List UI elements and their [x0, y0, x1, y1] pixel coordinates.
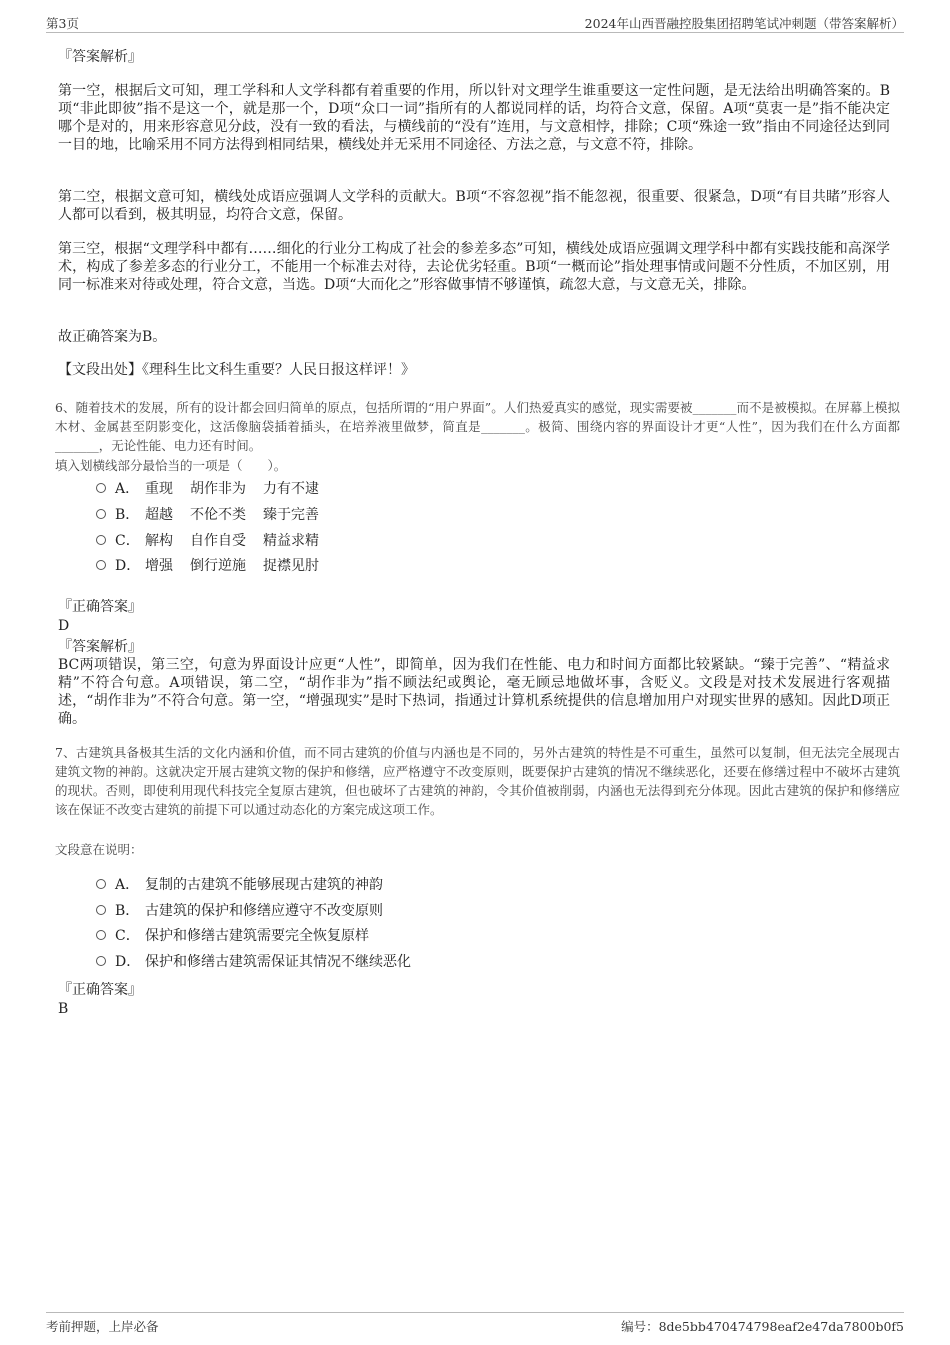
q7-answer-title: 『正确答案』 — [58, 982, 142, 998]
radio-icon[interactable] — [96, 535, 106, 545]
q6-answer-title: 『正确答案』 — [58, 599, 142, 615]
q5-analysis-p1: 第一空，根据后文可知，理工学科和人文学科都有着重要的作用，所以针对文理学生谁重要这一定性问题，是无法给出明确答案的。B项“非此即彼”指不是这一个，就是那一个，D项“众口一词”指所有的人都说同样的话，均符合文意，保留。A项“莫衷一是”指不能决定哪个是对的，用来形容意见分歧，没有一致的看法，与横线前的“没有”连用，与文意相悖，排除；C项“殊途一致”指由不同途径达到同一目的地，比喻采用不同方法得到相同结果，横线处并无采用不同途径、方法之意，与文意不符，排除。 — [58, 83, 890, 153]
q6-analysis: BC两项错误，第三空，句意为界面设计应更“人性”，即简单，因为我们在性能、电力和时间方面都比较紧缺。“臻于完善”、“精益求精”不符合句意。A项错误，第二空，“胡作非为”指不顾法纪或舆论，毫无顾忌地做坏事，含贬义。文段是对技术发展进行客观描述，“胡作非为”不符合句意。第一空，“增强现实”是时下热词，指通过计算机系统提供的信息增加用户对现实世界的感知。因此D项正确。 — [58, 657, 890, 727]
q7-option-a[interactable]: A． 复制的古建筑不能够展现古建筑的神韵 — [96, 876, 383, 894]
q5-analysis-title: 『答案解析』 — [58, 49, 142, 65]
q5-conclusion: 故正确答案为B。 — [58, 329, 167, 345]
q7-option-d[interactable]: D． 保护和修缮古建筑需保证其情况不继续恶化 — [96, 953, 411, 971]
q5-source: 【文段出处】《理科生比文科生重要？人民日报这样评！》 — [58, 362, 415, 378]
page-number: 第3页 — [46, 16, 79, 31]
q6-analysis-title: 『答案解析』 — [58, 639, 142, 655]
q6-prompt: 填入划横线部分最恰当的一项是（ ）。 — [55, 458, 287, 473]
page-footer — [46, 1312, 904, 1335]
footer-slogan: 考前押题，上岸必备 — [46, 1319, 159, 1334]
page-header — [46, 12, 904, 33]
q7-answer: B — [58, 1001, 69, 1017]
q6-option-c[interactable]: C． 解构 自作自受 精益求精 — [96, 532, 336, 550]
radio-icon[interactable] — [96, 879, 106, 889]
radio-icon[interactable] — [96, 905, 106, 915]
radio-icon[interactable] — [96, 509, 106, 519]
radio-icon[interactable] — [96, 930, 106, 940]
q7-option-b[interactable]: B． 古建筑的保护和修缮应遵守不改变原则 — [96, 902, 383, 920]
q6-option-b[interactable]: B． 超越 不伦不类 臻于完善 — [96, 506, 336, 524]
radio-icon[interactable] — [96, 483, 106, 493]
radio-icon[interactable] — [96, 560, 106, 570]
q7-option-c[interactable]: C． 保护和修缮古建筑需要完全恢复原样 — [96, 927, 369, 945]
q5-analysis-p2: 第二空，根据文意可知，横线处成语应强调人文学科的贡献大。B项“不容忽视”指不能忽视，很重要、很紧急，D项“有目共睹”形容人人都可以看到，极其明显，均符合文意，保留。 — [58, 189, 890, 223]
q7-stem: 7、古建筑具备极其生活的文化内涵和价值，而不同古建筑的价值与内涵也是不同的，另外古建筑的特性是不可重生，虽然可以复制，但无法完全展现古建筑文物的神韵。这就决定开展古建筑文物的保护和修缮，应严格遵守不改变原则，既要保护古建筑的情况不继续恶化，还要在修缮过程中不破坏古建筑的现状。否则，即使利用现代科技完全复原古建筑，但也破坏了古建筑的神韵，令其价值被削弱，内涵也无法得到充分体现。因此古建筑的保护和修缮应该在保证不改变古建筑的前提下可以通过动态化的方案完成这项工作。 — [55, 745, 900, 817]
document-id: 编号：8de5bb470474798eaf2e47da7800b0f5 — [621, 1319, 904, 1334]
document-title: 2024年山西晋融控股集团招聘笔试冲刺题（带答案解析） — [584, 16, 904, 31]
q6-stem: 6、随着技术的发展，所有的设计都会回归简单的原点，包括所谓的“用户界面”。人们热爱真实的感觉，现实需要被_______而不是被模拟。在屏幕上模拟木材、金属甚至阴影变化，这活像脑袋插着插头，在培养液里做梦，简直是_______。极简、围绕内容的界面设计才更“人性”，因为我们在什么方面都_______，无论性能、电力还有时间。 — [55, 400, 900, 453]
q6-option-a[interactable]: A． 重现 胡作非为 力有不逮 — [96, 480, 336, 498]
q6-option-d[interactable]: D． 增强 倒行逆施 捉襟见肘 — [96, 557, 336, 575]
radio-icon[interactable] — [96, 956, 106, 966]
q5-analysis-p3: 第三空，根据“文理学科中都有……细化的行业分工构成了社会的参差多态”可知，横线处成语应强调文理学科中都有实践技能和高深学术，构成了参差多态的行业分工，不能用一个标准去对待，去论优劣轻重。B项“一概而论”指处理事情或问题不分性质，不加区别，用同一标准来对待或处理，符合文意，当选。D项“大而化之”形容做事情不够谨慎，疏忽大意，与文意无关，排除。 — [58, 241, 890, 293]
q7-prompt: 文段意在说明： — [55, 842, 143, 857]
q6-answer: D — [58, 618, 70, 634]
